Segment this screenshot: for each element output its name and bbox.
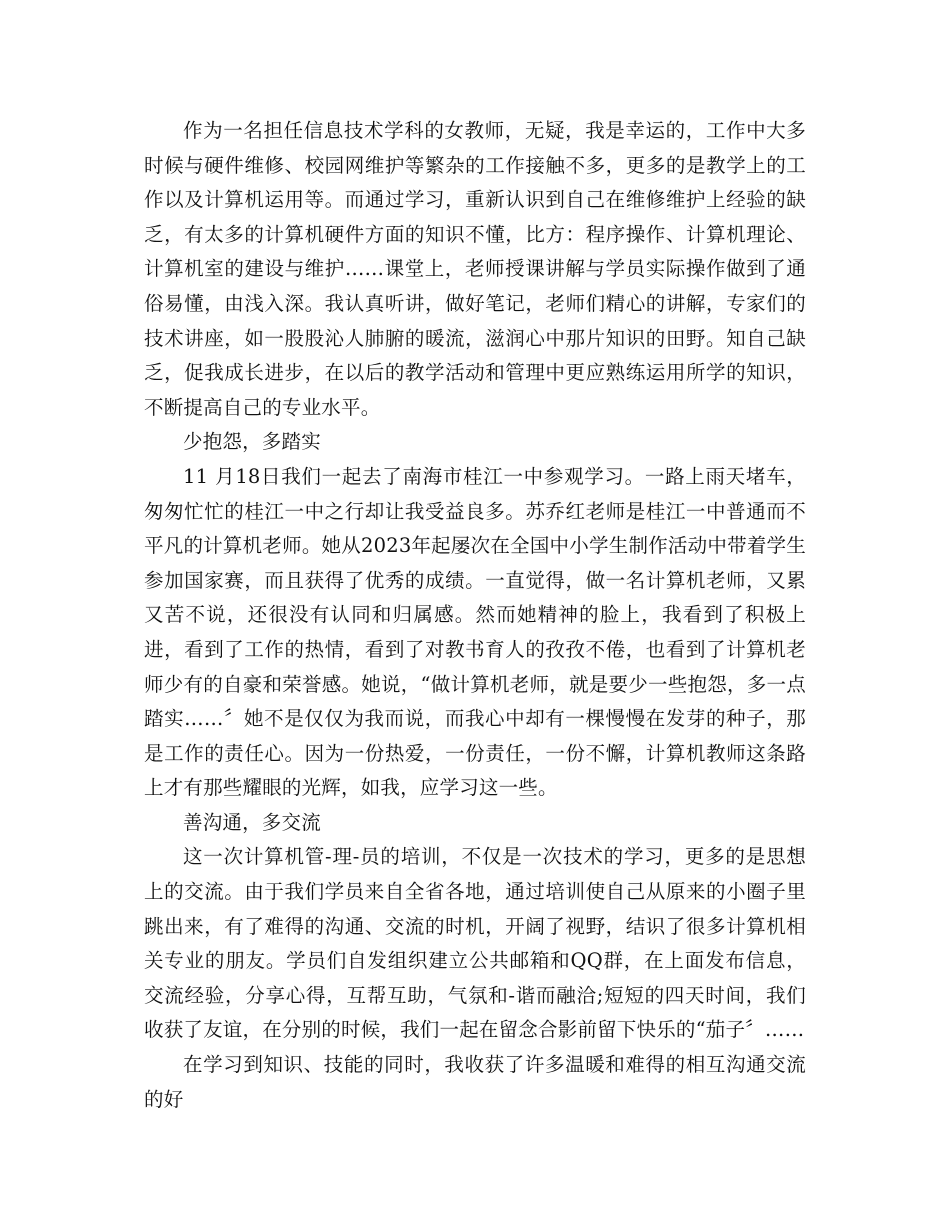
- section-heading-complain-less: 少抱怨，多踏实: [183, 430, 321, 454]
- paragraph-training-exchange: 这一次计算机管-理-员的培训，不仅是一次技术的学习，更多的是思想上的交流。由于我们学员来自全省各地，通过培训使自己从原来的小圈子里跳出来，有了难得的沟通、交流的时机，开阔了视野，结识了很多计算机相关专业的朋友。学员们自发组织建立公共邮箱和QQ群，在上面发布信息，交流经验，分享心得，互帮互助，气氛和-谐而融洽;短短的四天时间，我们收获了友谊，在分别的时候，我们一起在留念合影前留下快乐的“茄子〞……: [144, 845, 806, 1042]
- paragraph-closing: 在学习到知识、技能的同时，我收获了许多温暖和难得的相互沟通交流的好: [144, 1053, 806, 1111]
- paragraph-guijiang-visit: 11 月18日我们一起去了南海市桂江一中参观学习。一路上雨天堵车，匆匆忙忙的桂江一中之行却让我受益良多。苏乔红老师是桂江一中普通而不平凡的计算机老师。她从2023年起屡次在全国中小学生制作活动中带着学生参加国家赛，而且获得了优秀的成绩。一直觉得，做一名计算机老师，又累又苦不说，还很没有认同和归属感。然而她精神的脸上，我看到了积极上进，看到了工作的热情，看到了对教书育人的孜孜不倦，也看到了计算机老师少有的自豪和荣誉感。她说，“做计算机老师，就是要少一些抱怨，多一点踏实……〞她不是仅仅为我而说，而我心中却有一棵慢慢在发芽的种子，那是工作的责任心。因为一份热爱，一份责任，一份不懈，计算机教师这条路上才有那些耀眼的光辉，如我，应学习这一些。: [144, 464, 806, 800]
- document-body: [144, 114, 806, 1117]
- paragraph-intro: 作为一名担任信息技术学科的女教师，无疑，我是幸运的，工作中大多时候与硬件维修、校园网维护等繁杂的工作接触不多，更多的是教学上的工作以及计算机运用等。而通过学习，重新认识到自己在维修维护上经验的缺乏，有太多的计算机硬件方面的知识不懂，比方：程序操作、计算机理论、计算机室的建设与维护……课堂上，老师授课讲解与学员实际操作做到了通俗易懂，由浅入深。我认真听讲，做好笔记，老师们精心的讲解，专家们的技术讲座，如一股股沁人肺腑的暖流，滋润心中那片知识的田野。知自己缺乏，促我成长进步，在以后的教学活动和管理中更应熟练运用所学的知识，不断提高自己的专业水平。: [144, 119, 806, 419]
- section-heading-communicate: 善沟通，多交流: [183, 810, 321, 834]
